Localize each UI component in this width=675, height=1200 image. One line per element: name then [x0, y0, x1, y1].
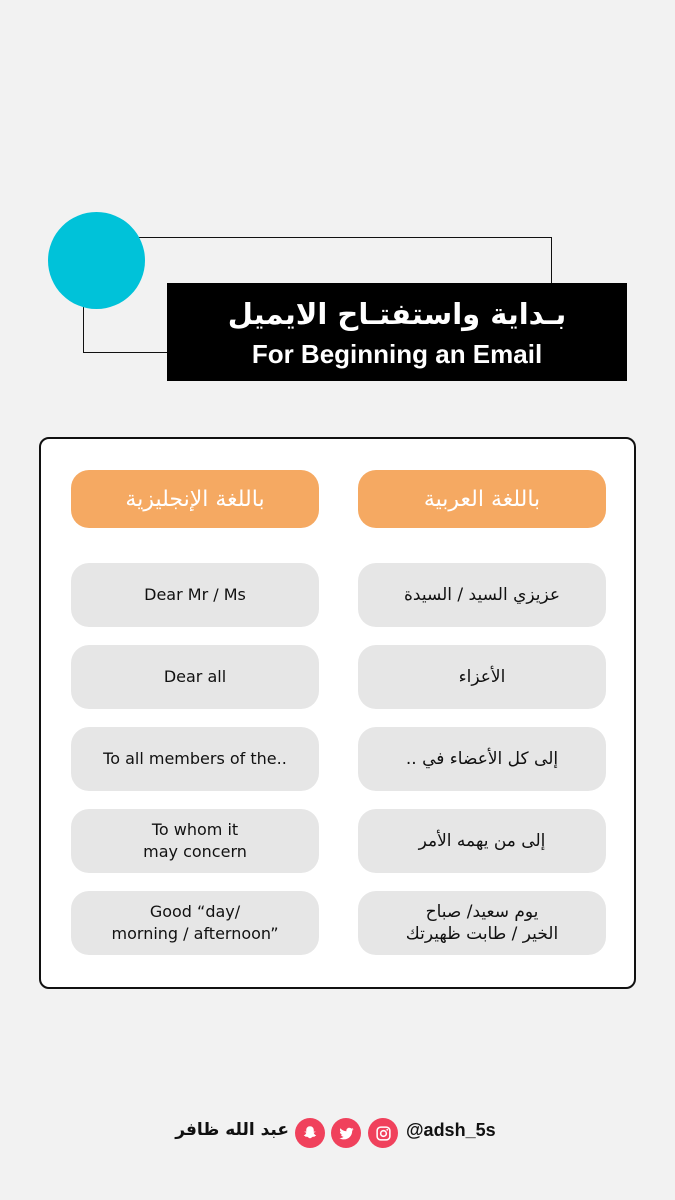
phrase-arabic-5: يوم سعيد/ صباح الخير / طابت ظهيرتك	[358, 891, 606, 955]
phrase-english-2: Dear all	[71, 645, 319, 709]
phrase-english-1: Dear Mr / Ms	[71, 563, 319, 627]
header-arabic-column: باللغة العربية	[358, 470, 606, 528]
author-name: عبد الله ظافر	[175, 1120, 289, 1140]
phrase-english-3: To all members of the..	[71, 727, 319, 791]
phrases-card	[39, 437, 636, 989]
title-english: For Beginning an Email	[251, 339, 543, 369]
instagram-icon[interactable]	[368, 1118, 398, 1148]
decorative-circle	[48, 212, 145, 309]
title-arabic: بـداية واستفتـاح الايميل	[227, 297, 567, 331]
phrase-english-5: Good “day/ morning / afternoon”	[71, 891, 319, 955]
twitter-icon[interactable]	[331, 1118, 361, 1148]
phrase-arabic-3: إلى كل الأعضاء في ..	[358, 727, 606, 791]
social-handle[interactable]: @adsh_5s	[406, 1120, 496, 1140]
snapchat-icon[interactable]	[295, 1118, 325, 1148]
phrase-arabic-4: إلى من يهمه الأمر	[358, 809, 606, 873]
phrase-arabic-1: عزيزي السيد / السيدة	[358, 563, 606, 627]
header-english-column: باللغة الإنجليزية	[71, 470, 319, 528]
phrase-english-4: To whom it may concern	[71, 809, 319, 873]
phrase-arabic-2: الأعزاء	[358, 645, 606, 709]
title-banner	[167, 283, 627, 381]
footer	[0, 1116, 675, 1150]
